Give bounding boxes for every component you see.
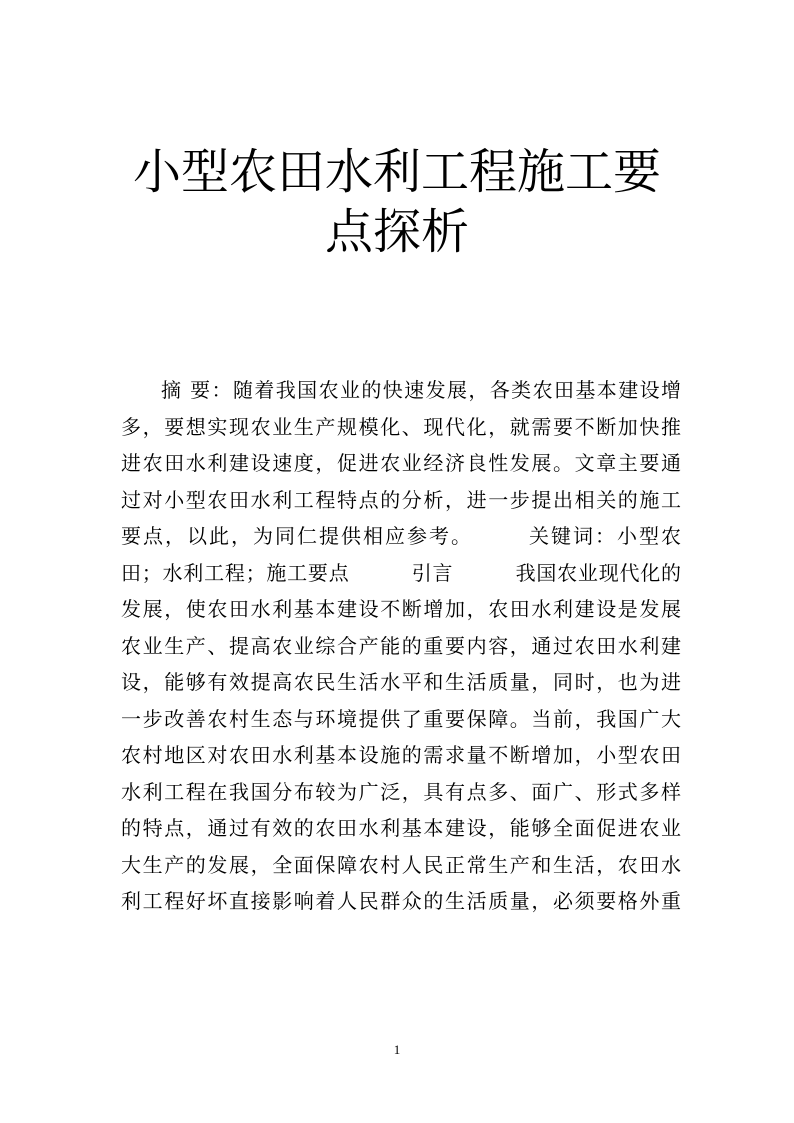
abstract-body [121, 372, 681, 920]
body-line: 要点，以此，为同仁提供相应参考。 关键词：小型农 [121, 524, 681, 548]
body-line: 一步改善农村生态与环境提供了重要保障。当前，我国广大 [121, 706, 681, 731]
body-line: 发展，使农田水利基本建设不断增加，农田水利建设是发展 [121, 597, 681, 621]
body-line: 农村地区对农田水利基本设施的需求量不断增加，小型农田 [121, 743, 681, 767]
body-line: 进农田水利建设速度，促进农业经济良性发展。文章主要通 [121, 451, 681, 475]
body-line: 大生产的发展，全面保障农村人民正常生产和生活，农田水 [121, 852, 681, 877]
document-title [0, 142, 794, 262]
body-line: 水利工程在我国分布较为广泛，具有点多、面广、形式多样 [121, 779, 681, 804]
body-line: 多，要想实现农业生产规模化、现代化，就需要不断加快推 [121, 414, 681, 439]
body-line: 农业生产、提高农业综合产能的重要内容，通过农田水利建 [121, 633, 681, 658]
body-line: 利工程好坏直接影响着人民群众的生活质量，必须要格外重 [121, 889, 681, 913]
title-line-2: 点探析 [324, 204, 469, 260]
body-line: 过对小型农田水利工程特点的分析，进一步提出相关的施工 [121, 487, 681, 512]
body-line: 田；水利工程；施工要点 引言 我国农业现代化的 [121, 560, 681, 585]
body-line: 设，能够有效提高农民生活水平和生活质量，同时，也为进 [121, 670, 681, 694]
body-line: 摘 要：随着我国农业的快速发展，各类农田基本建设增 [161, 378, 681, 402]
body-line: 的特点，通过有效的农田水利基本建设，能够全面促进农业 [121, 816, 681, 840]
page-number: 1 [393, 1042, 401, 1057]
title-line-1: 小型农田水利工程施工要 [132, 144, 661, 200]
